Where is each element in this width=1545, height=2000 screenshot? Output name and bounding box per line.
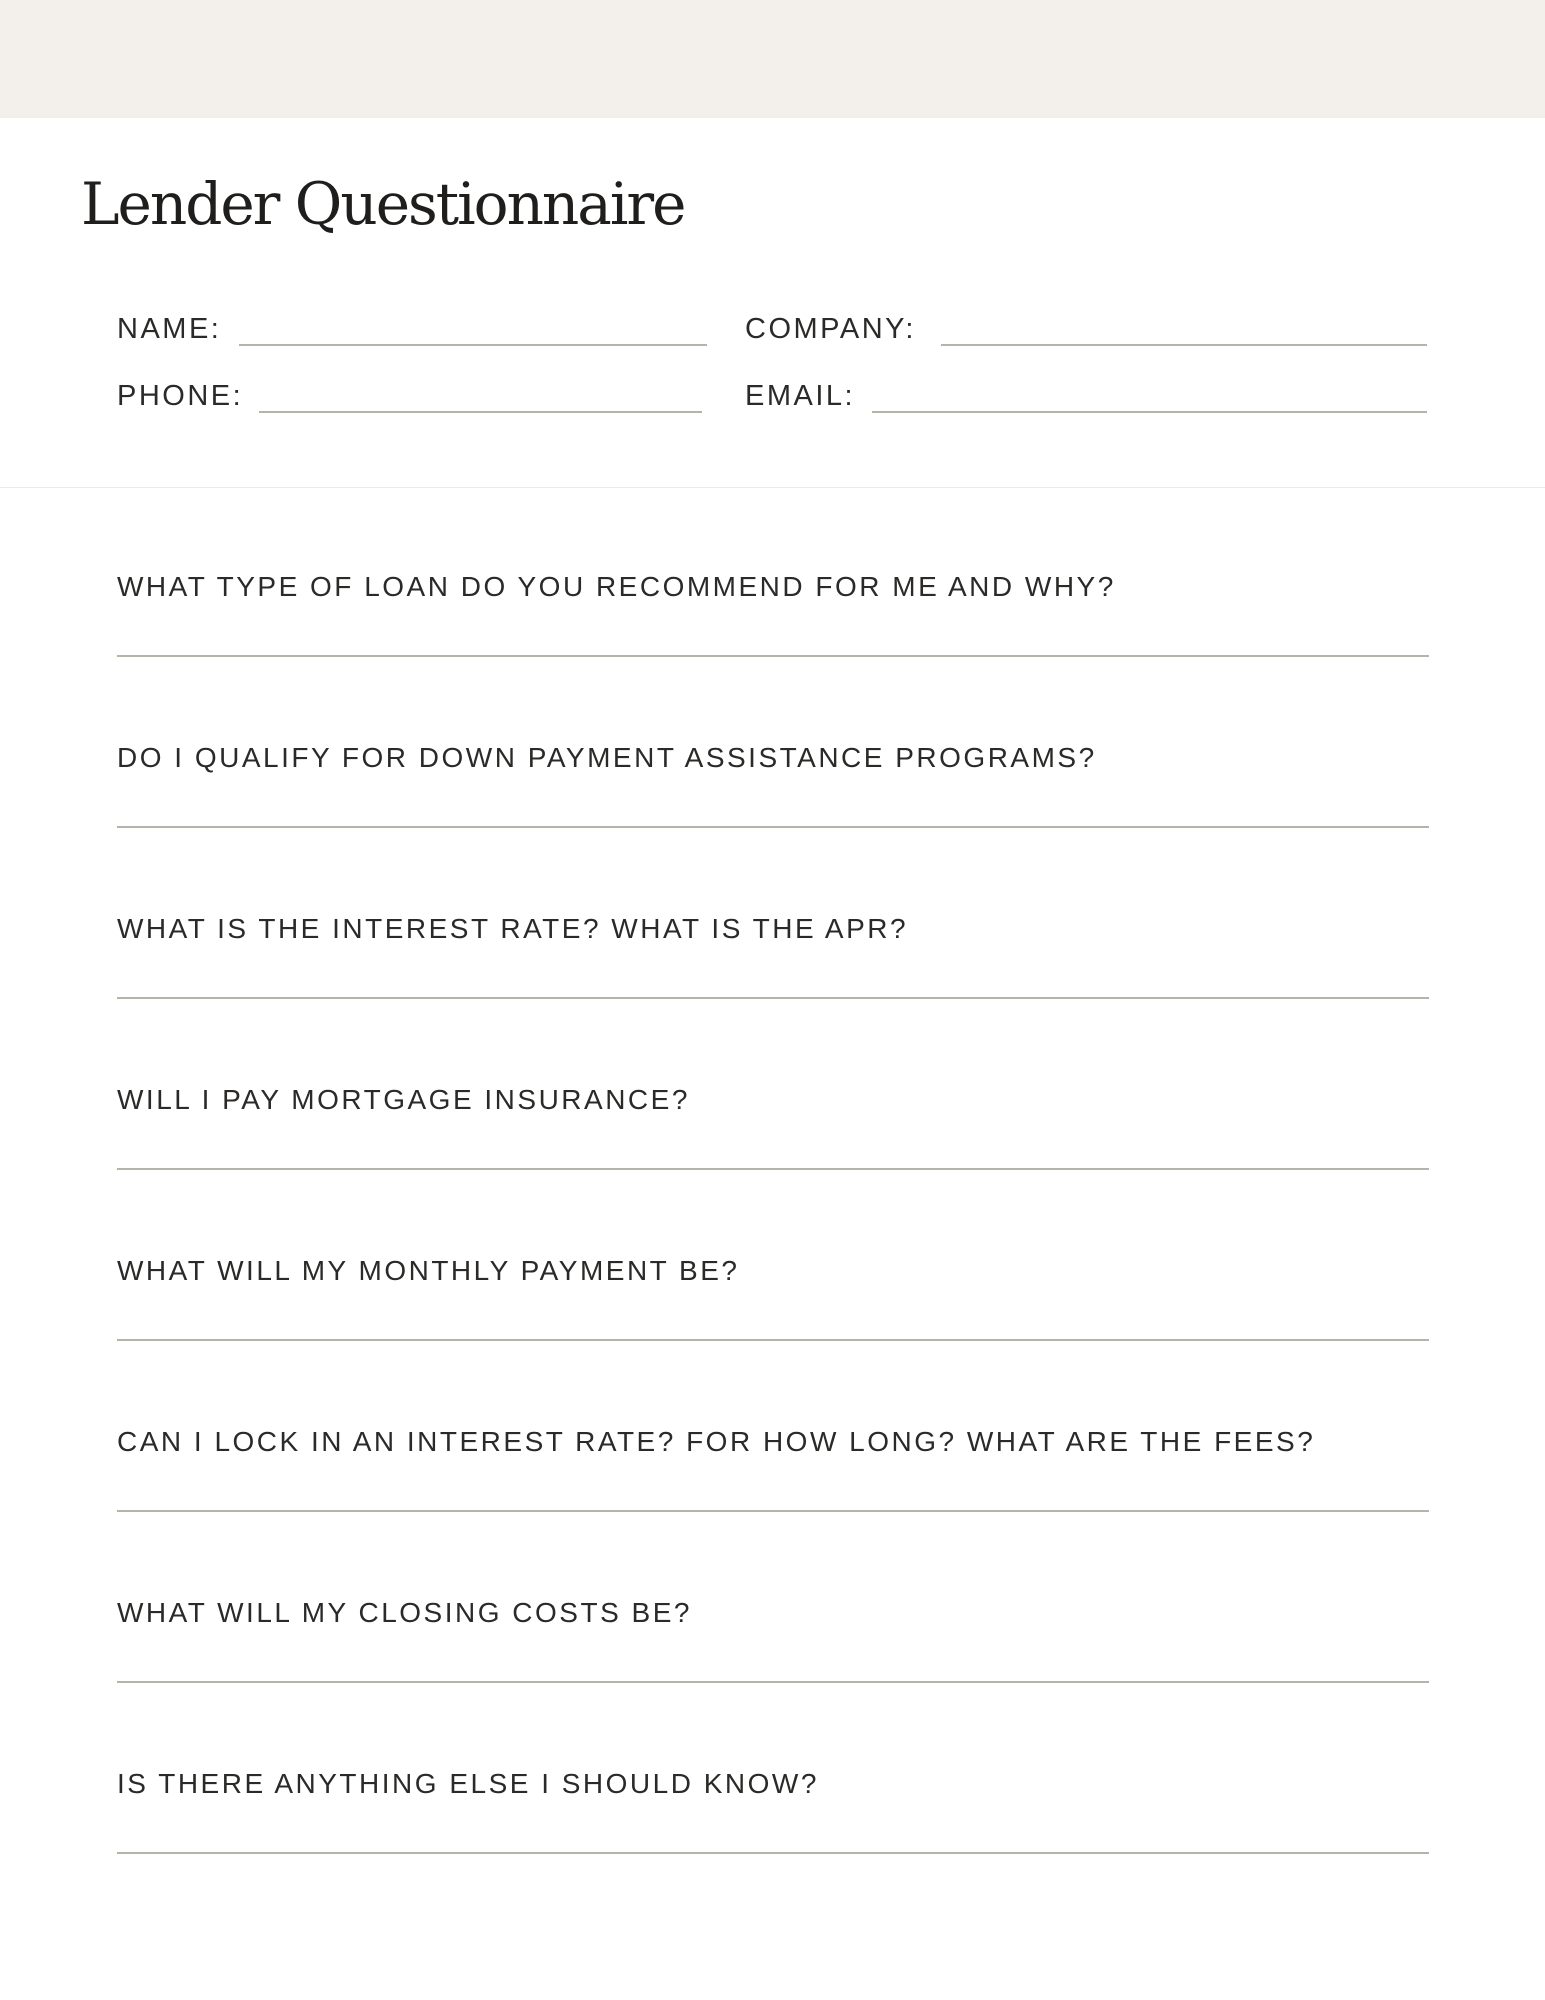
- phone-field[interactable]: [117, 373, 702, 413]
- name-field[interactable]: [117, 306, 707, 346]
- question-text: WHAT TYPE OF LOAN DO YOU RECOMMEND FOR ME AND WHY?: [117, 571, 1116, 602]
- question-text: IS THERE ANYTHING ELSE I SHOULD KNOW?: [117, 1768, 819, 1799]
- question-text: WHAT WILL MY CLOSING COSTS BE?: [117, 1597, 692, 1628]
- question-4: [117, 1083, 1429, 1193]
- answer-line-5[interactable]: [117, 1339, 1429, 1341]
- email-input-line[interactable]: [872, 411, 1427, 413]
- question-text: CAN I LOCK IN AN INTEREST RATE? FOR HOW LONG? WHAT ARE THE FEES?: [117, 1426, 1316, 1457]
- name-input-line[interactable]: [239, 344, 707, 346]
- page-title: Lender Questionnaire: [81, 170, 685, 238]
- question-text: DO I QUALIFY FOR DOWN PAYMENT ASSISTANCE PROGRAMS?: [117, 742, 1097, 773]
- answer-line-1[interactable]: [117, 655, 1429, 657]
- question-6: [117, 1425, 1429, 1535]
- top-band: [0, 0, 1545, 118]
- company-label: COMPANY:: [745, 313, 916, 345]
- answer-line-8[interactable]: [117, 1852, 1429, 1854]
- question-text: WILL I PAY MORTGAGE INSURANCE?: [117, 1084, 690, 1115]
- phone-input-line[interactable]: [259, 411, 702, 413]
- answer-line-2[interactable]: [117, 826, 1429, 828]
- answer-line-4[interactable]: [117, 1168, 1429, 1170]
- company-input-line[interactable]: [941, 344, 1427, 346]
- question-8: [117, 1767, 1429, 1877]
- question-2: [117, 741, 1429, 851]
- question-text: WHAT WILL MY MONTHLY PAYMENT BE?: [117, 1255, 740, 1286]
- question-3: [117, 912, 1429, 1022]
- section-divider: [0, 487, 1545, 488]
- phone-label: PHONE:: [117, 380, 244, 412]
- question-text: WHAT IS THE INTEREST RATE? WHAT IS THE APR?: [117, 913, 909, 944]
- question-5: [117, 1254, 1429, 1364]
- company-field[interactable]: [745, 306, 1427, 346]
- name-label: NAME:: [117, 313, 222, 345]
- answer-line-6[interactable]: [117, 1510, 1429, 1512]
- question-1: [117, 570, 1429, 680]
- answer-line-7[interactable]: [117, 1681, 1429, 1683]
- question-7: [117, 1596, 1429, 1706]
- email-label: EMAIL:: [745, 380, 856, 412]
- email-field[interactable]: [745, 373, 1427, 413]
- answer-line-3[interactable]: [117, 997, 1429, 999]
